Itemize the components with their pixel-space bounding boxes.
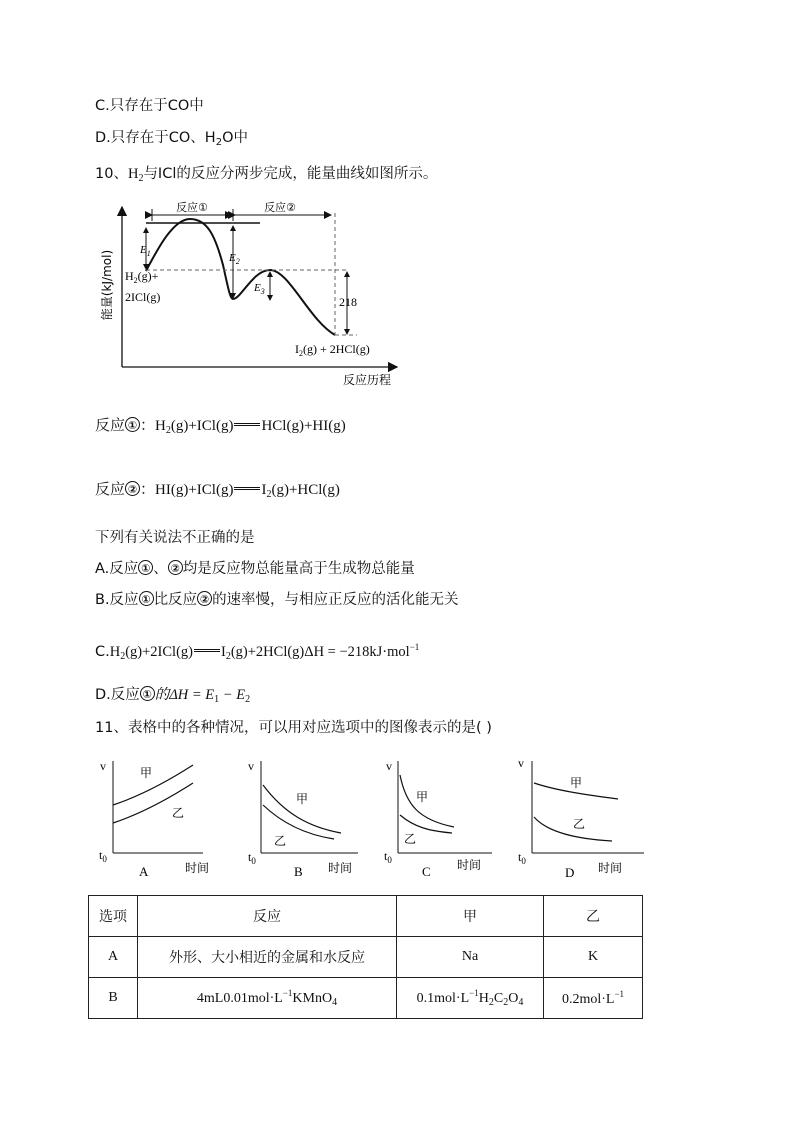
reaction-1-left: ：H <box>140 418 166 434</box>
option-d-sub: 2 <box>215 137 223 148</box>
opt-a-part1: A.反应 <box>95 561 139 577</box>
q10-ask <box>95 528 255 548</box>
graph-d-time: 时间 <box>598 861 623 875</box>
reactant-label-2: 2ICl(g) <box>125 290 161 304</box>
graph-c-jia-label: 甲 <box>416 790 429 804</box>
opt-d-sub1: 1 <box>214 694 220 705</box>
circled-2: ② <box>168 560 183 575</box>
graph-d-label: D <box>565 865 575 880</box>
table-cell: Na <box>397 937 544 978</box>
reaction-2-label: 反应 <box>95 480 126 498</box>
e3-label: $E_3$ <box>254 282 265 296</box>
opt-d-sub2: 2 <box>245 694 251 705</box>
reaction-2-right-sub: 2 <box>266 489 272 500</box>
options-table <box>88 895 643 1019</box>
equals-arrow <box>234 487 260 490</box>
reaction-1-mid: (g)+ICl(g) <box>170 418 234 434</box>
circled-1: ① <box>138 560 153 575</box>
q10-option-b[interactable] <box>95 590 459 610</box>
table-row <box>89 978 643 1019</box>
table-header-cell: 乙 <box>544 896 643 937</box>
option-d-prefix: D.只存在于CO、H <box>95 130 216 146</box>
reaction-1-sub: 2 <box>165 425 171 436</box>
table-row <box>89 937 643 978</box>
reaction-1-label: 反应 <box>95 416 126 434</box>
opt-d-part3: − E <box>219 687 246 703</box>
e1-label: $E_1$ <box>140 244 151 258</box>
table-cell: 外形、大小相近的金属和水反应 <box>138 937 397 978</box>
table-header-cell: 甲 <box>397 896 544 937</box>
opt-c-rest: (g)+2HCl(g)ΔH = −218kJ·mol <box>230 644 410 660</box>
opt-c-sub: 2 <box>120 651 126 662</box>
opt-d-part2: 的ΔH = E <box>154 687 215 703</box>
opt-d-part1: D.反应 <box>95 687 140 703</box>
energy-curve <box>146 219 335 335</box>
graph-d-yi-label: 乙 <box>573 817 586 831</box>
graph-a[interactable] <box>95 755 210 880</box>
graph-a-t0: $t_0$ <box>99 848 107 864</box>
graph-c-label: C <box>422 864 431 879</box>
option-c-text: C.只存在于CO中 <box>95 98 204 114</box>
q10-h: H <box>127 166 139 182</box>
graph-a-yi-label: 乙 <box>172 806 185 820</box>
step2-label: 反应② <box>264 201 296 214</box>
graph-b-time: 时间 <box>328 861 353 875</box>
graph-c-time: 时间 <box>457 858 482 872</box>
reaction-2-left: ：HI(g)+ICl(g) <box>140 482 234 498</box>
table-header-cell: 反应 <box>138 896 397 937</box>
reaction-2-right-b: (g)+HCl(g) <box>271 482 340 498</box>
graph-c[interactable] <box>384 755 494 880</box>
e2-label: $E_2$ <box>229 252 240 266</box>
reaction-2-right-a: I <box>261 482 267 498</box>
circled-1: ① <box>125 417 140 432</box>
graph-c-v: v <box>386 759 392 773</box>
equals-arrow <box>234 423 260 426</box>
circled-1: ① <box>140 686 155 701</box>
circled-1: ① <box>139 591 154 606</box>
graph-b-label: B <box>294 864 303 879</box>
opt-c-rsub: 2 <box>225 651 231 662</box>
reaction-1 <box>95 415 346 441</box>
q10-h-sub: 2 <box>138 173 144 184</box>
opt-c-mid: (g)+2ICl(g) <box>125 644 193 660</box>
step1-label: 反应① <box>176 201 208 214</box>
graph-b[interactable] <box>246 755 361 880</box>
graph-a-jia-curve <box>113 765 193 805</box>
graph-a-label: A <box>139 864 149 879</box>
opt-c-h: H <box>109 644 121 660</box>
opt-b-part1: B.反应 <box>95 592 139 608</box>
table-header-cell: 选项 <box>89 896 138 937</box>
y-axis-label: 能量(kJ/mol) <box>100 249 114 321</box>
graph-d[interactable] <box>518 755 648 880</box>
option-d-suffix: O中 <box>222 130 249 146</box>
graph-c-t0: $t_0$ <box>384 849 392 865</box>
graph-c-yi-label: 乙 <box>404 832 417 846</box>
opt-c-letter: C. <box>95 644 110 660</box>
q10-stem-rest: 与ICl的反应分两步完成，能量曲线如图所示。 <box>143 166 438 182</box>
table-cell: $4mL0.01mol\cdot L^{-1}KMnO_4$ <box>138 978 397 1019</box>
table-cell: $0.1mol\cdot L^{-1}H_2C_2O_4$ <box>397 978 544 1019</box>
x-axis-label: 反应历程 <box>342 373 392 387</box>
q10-option-d[interactable] <box>95 685 250 710</box>
reactant-label-1: $H_2(g)+$ <box>125 269 159 285</box>
q10-stem <box>95 164 437 189</box>
q10-ask-text: 下列有关说法不正确的是 <box>95 530 255 546</box>
graph-d-v: v <box>518 756 524 770</box>
energy-diagram <box>95 195 405 395</box>
product-label: $I_2(g) + 2HCl(g)$ <box>295 342 370 358</box>
graph-b-yi-label: 乙 <box>274 834 287 848</box>
option-c-prev <box>95 96 204 116</box>
equals-arrow <box>194 649 220 652</box>
graph-b-v: v <box>248 759 254 773</box>
circled-2: ② <box>197 591 212 606</box>
opt-c-r: I <box>221 644 226 660</box>
q10-option-a[interactable] <box>95 559 415 579</box>
delta-label: 218 <box>339 295 357 309</box>
table-cell: B <box>89 978 138 1019</box>
graph-a-time: 时间 <box>185 861 210 875</box>
q10-option-c[interactable] <box>95 637 419 667</box>
opt-b-part3: 的速率慢，与相应正反应的活化能无关 <box>212 592 459 608</box>
graph-b-jia-label: 甲 <box>296 792 309 806</box>
q11-stem-text: 11、表格中的各种情况，可以用对应选项中的图像表示的是( ) <box>95 720 492 736</box>
graph-d-t0: $t_0$ <box>518 850 526 866</box>
opt-a-part3: 均是反应物总能量高于生成物总能量 <box>182 561 415 577</box>
reaction-1-right: HCl(g)+HI(g) <box>261 418 346 434</box>
opt-b-part2: 比反应 <box>153 592 198 608</box>
table-cell: $0.2mol\cdot L^{-1}$ <box>544 978 643 1019</box>
graph-a-v: v <box>100 759 106 773</box>
opt-a-part2: 、 <box>153 561 168 577</box>
reaction-2 <box>95 479 340 505</box>
graph-b-t0: $t_0$ <box>248 850 256 866</box>
graph-d-jia-label: 甲 <box>570 776 583 790</box>
q10-number: 10、 <box>95 166 128 182</box>
circled-2: ② <box>125 481 140 496</box>
q11-stem <box>95 718 492 738</box>
table-cell: A <box>89 937 138 978</box>
table-header-row <box>89 896 643 937</box>
option-d-prev <box>95 128 248 153</box>
graph-a-jia-label: 甲 <box>140 766 153 780</box>
table-cell: K <box>544 937 643 978</box>
opt-c-sup: −1 <box>409 642 420 652</box>
